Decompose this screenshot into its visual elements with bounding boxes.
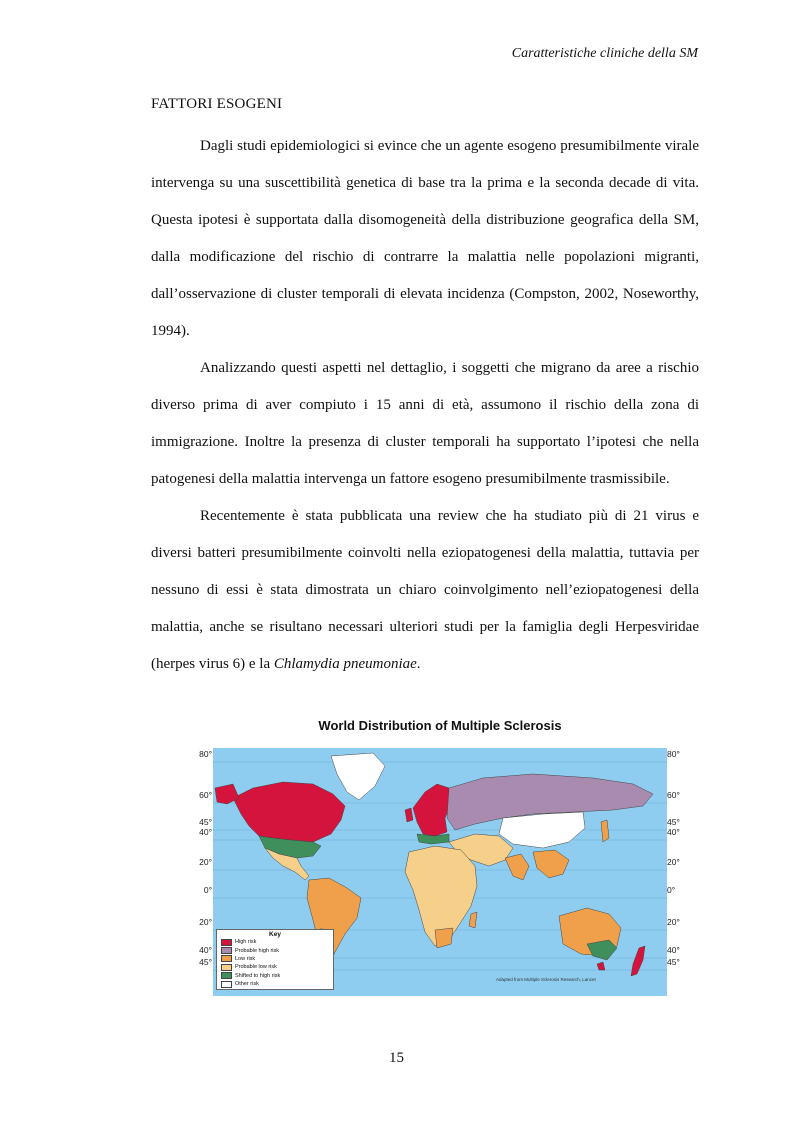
latitude-label: 45° xyxy=(667,817,680,827)
section-heading: FATTORI ESOGENI xyxy=(151,96,283,112)
key-item xyxy=(217,946,333,954)
key-swatch xyxy=(221,981,232,988)
latitude-label: 60° xyxy=(667,790,680,800)
key-label: Probable low risk xyxy=(235,964,277,971)
page-number: 15 xyxy=(389,1050,404,1066)
latitude-label: 20° xyxy=(667,917,680,927)
figure-credit: Adapted from Multiple Sclerosis Research, Lancet xyxy=(496,977,596,982)
key-swatch xyxy=(221,947,232,954)
latitude-label: 20° xyxy=(667,857,680,867)
key-label: Low risk xyxy=(235,955,256,962)
latitude-label: 40° xyxy=(199,827,212,837)
species-name: Chlamydia pneumoniae xyxy=(273,656,417,672)
latitude-label: 45° xyxy=(199,957,212,967)
key-item xyxy=(217,955,333,963)
latitude-label: 20° xyxy=(199,857,212,867)
latitude-label: 45° xyxy=(667,957,680,967)
paragraph-1: Dagli studi epidemiologici si evince che un agente esogeno presumibilmente virale intervenga su una suscettibilità genetica di base tra la prima e la seconda decade di vita. Questa ipotesi è supportata dalla disomogeneità della distribuzione geografica della SM, dalla modificazione del rischio di contrarre la malattia nelle popolazioni migranti, dall’osservazione di cluster temporali di elevata incidenza (Compston, 2002, Noseworthy, 1994). xyxy=(151,138,699,339)
latitude-label: 20° xyxy=(199,917,212,927)
key-label: Other risk xyxy=(235,981,259,988)
key-swatch xyxy=(221,955,232,962)
ms-world-map-figure xyxy=(190,718,690,1000)
key-swatch xyxy=(221,939,232,946)
paragraph-3 xyxy=(151,498,699,683)
latitude-label: 0° xyxy=(667,885,676,895)
running-header: Caratteristiche cliniche della SM xyxy=(511,46,698,61)
latitude-label: 40° xyxy=(199,945,212,955)
map-key xyxy=(216,929,334,990)
paragraph-2: Analizzando questi aspetti nel dettaglio, i soggetti che migrano da aree a rischio diverso prima di aver compiuto i 15 anni di età, assumono il rischio della zona di immigrazione. Inoltre la presenza di cluster temporali ha supportato l’ipotesi che nella patogenesi della malattia intervenga un fattore esogeno presumibilmente trasmissibile. xyxy=(151,360,699,487)
key-item xyxy=(217,980,333,988)
latitude-label: 80° xyxy=(667,749,680,759)
paragraph-3-end: . xyxy=(416,656,421,672)
key-swatch xyxy=(221,964,232,971)
figure-title: World Distribution of Multiple Sclerosis xyxy=(318,718,562,733)
latitude-label: 60° xyxy=(199,790,212,800)
latitude-label: 0° xyxy=(203,885,212,895)
latitude-label: 80° xyxy=(199,749,212,759)
key-label: Shifted to high risk xyxy=(235,972,281,979)
key-item xyxy=(217,972,333,980)
key-item xyxy=(217,963,333,971)
body-text xyxy=(151,128,699,683)
key-item xyxy=(217,938,333,946)
key-label: Probable high risk xyxy=(235,947,280,954)
key-label: High risk xyxy=(235,939,257,946)
key-title: Key xyxy=(269,931,281,938)
key-swatch xyxy=(221,972,232,979)
latitude-label: 45° xyxy=(199,817,212,827)
latitude-label: 40° xyxy=(667,945,680,955)
paragraph-3-text: Recentemente è stata pubblicata una review che ha studiato più di 21 virus e diversi batteri presumibilmente coinvolti nella eziopatogenesi della malattia, tuttavia per nessuno di essi è stata dimostrata un chiaro coinvolgimento nell’eziopatogenesi della malattia, anche se risultano necessari ulteriori studi per la famiglia degli Herpesviridae (herpes virus 6) e la xyxy=(151,508,699,672)
latitude-label: 40° xyxy=(667,827,680,837)
